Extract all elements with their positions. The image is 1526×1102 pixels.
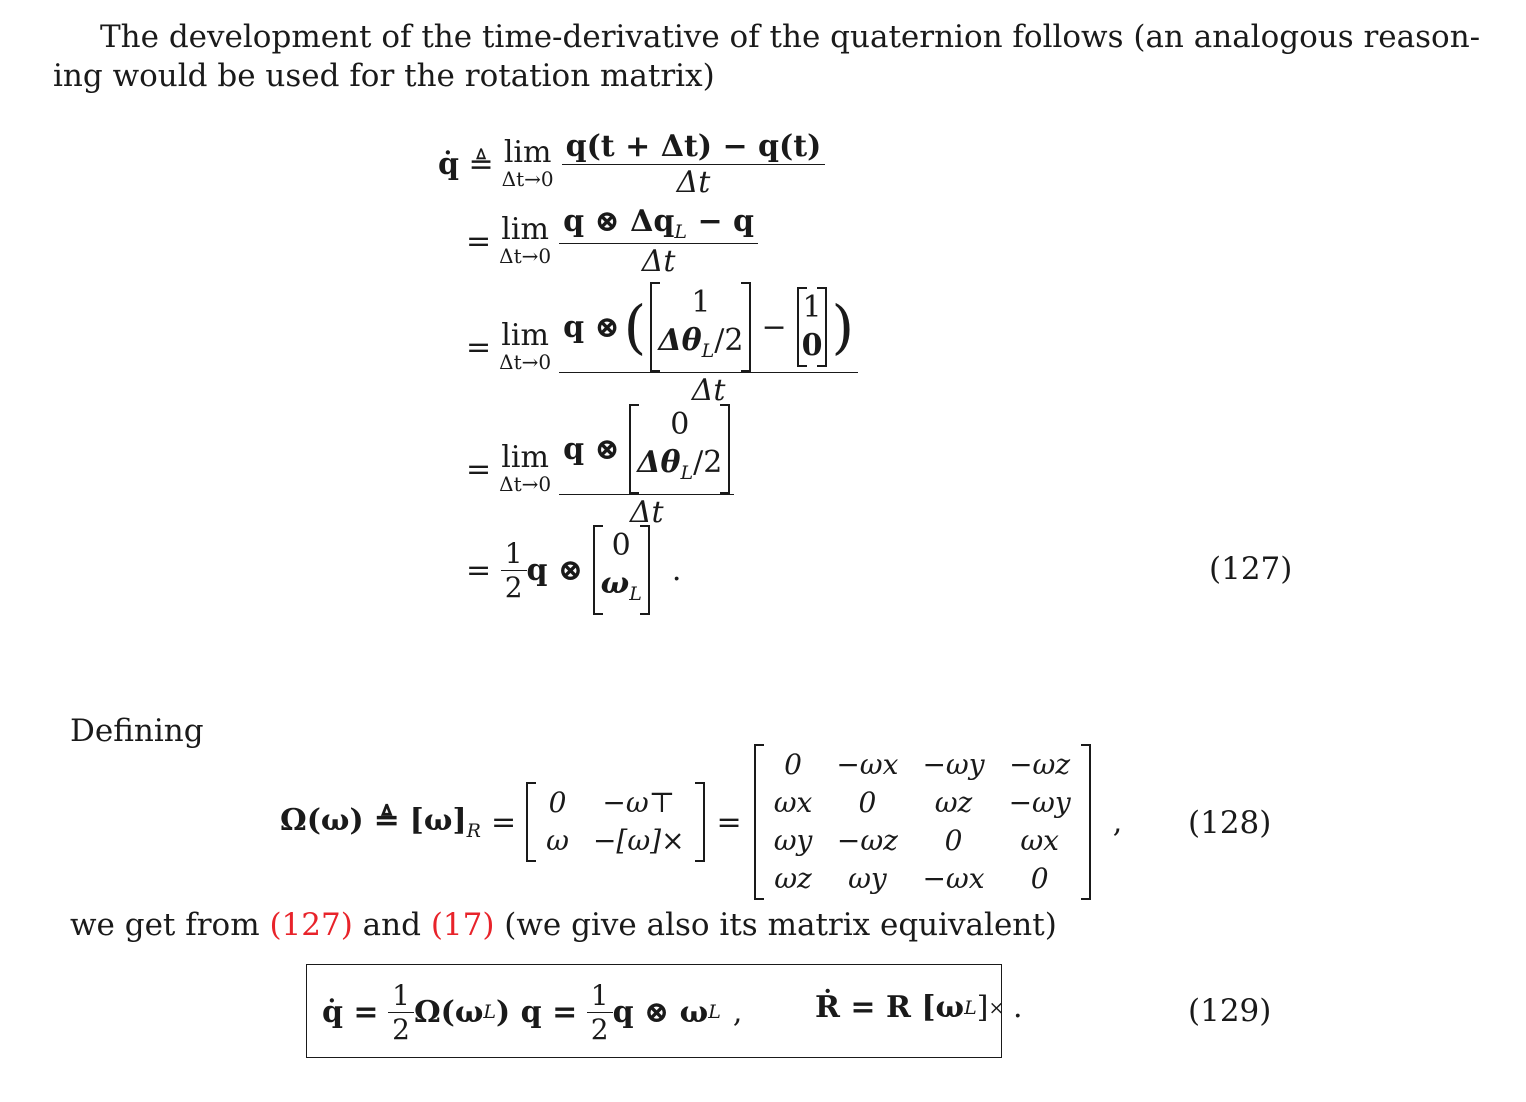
limit-operator: lim Δt→0	[501, 135, 554, 191]
limit-operator: lim Δt→0	[499, 440, 552, 496]
defining-label: Defining	[70, 713, 204, 749]
omega-4x4-matrix	[754, 744, 1091, 900]
eq129-rotation: Ṙ = R [ω L ] ×	[815, 990, 1005, 1025]
eq127-row-3	[466, 282, 858, 408]
omega-matrix-row	[762, 860, 1083, 898]
omega-matrix-cell: ωx	[1020, 824, 1059, 857]
eq127-row-4	[466, 405, 734, 529]
eq127-row-1	[438, 122, 825, 206]
omega-matrix-cell: −ωz	[836, 824, 898, 857]
block-matrix	[526, 782, 704, 862]
equal-sign: =	[466, 552, 492, 588]
ref-eq-127[interactable]: (127)	[269, 907, 353, 943]
omega-matrix-row	[762, 746, 1083, 784]
fraction-1-denominator: Δt	[562, 164, 826, 200]
vector-omega: 0 $\omega_L$	[593, 525, 650, 615]
fraction-3-numerator: q ⊗ ( 1 $\Delta\theta_L/2$ − 1 0 )	[559, 282, 858, 372]
fraction-1	[562, 129, 826, 200]
fraction-2-denominator: Δt	[559, 243, 758, 279]
omega-matrix-cell: ωx	[773, 786, 813, 819]
block-matrix-row	[534, 784, 696, 822]
block-matrix-row	[534, 822, 696, 860]
vector-identity: 1 0	[797, 287, 828, 367]
fraction-half: $\frac{1}{2}$	[501, 537, 527, 604]
vector-pure-quat: 0 $\Delta\theta_L/2$	[629, 404, 730, 494]
fraction-3-denominator: Δt	[559, 372, 858, 408]
omega-matrix-row	[762, 822, 1083, 860]
omega-matrix-cell: 0	[784, 748, 802, 781]
omega-matrix-cell: ωz	[934, 786, 973, 819]
omega-matrix-cell: ωy	[773, 824, 813, 857]
eq129-period: .	[1013, 990, 1023, 1025]
paragraph-line-2: ing would be used for the rotation matrix)	[53, 58, 715, 94]
omega-matrix-cell: −ωz	[1009, 748, 1071, 781]
omega-matrix-cell: 0	[944, 824, 963, 857]
fraction-4	[559, 404, 734, 530]
omega-matrix-cell: 0	[1030, 862, 1049, 895]
equal-sign: =	[466, 223, 492, 259]
eq127-row-2	[466, 201, 758, 281]
omega-matrix-cell: ωz	[774, 862, 812, 895]
omega-matrix-cell: −ωy	[922, 748, 985, 781]
fraction-2-numerator: q ⊗ $\Delta q_L - q$	[563, 203, 755, 243]
limit-operator: lim Δt→0	[499, 212, 552, 268]
equal-sign: =	[466, 329, 492, 365]
q-dot: q̇	[438, 146, 459, 182]
equation-number-127: (127)	[1209, 551, 1293, 587]
eq129-quaternion: q̇ = $\frac{1}{2}$ Ω(ω L ) q = $\frac{1}{2}$ q ⊗ ω L ,	[322, 978, 743, 1046]
block-matrix-cell: −ω⊤	[602, 786, 676, 819]
omega-matrix-cell: −ωy	[1008, 786, 1071, 819]
eq127-row-5: = $\frac{1}{2}$ q ⊗ 0 $\omega_L$ .	[466, 530, 681, 610]
limit-operator: lim Δt→0	[499, 318, 552, 374]
block-matrix-cell: ω	[546, 824, 569, 857]
fraction-1-numerator: q(t + Δt) − q(t)	[565, 128, 822, 164]
ref-eq-17[interactable]: (17)	[430, 907, 495, 943]
fraction-4-denominator: Δt	[559, 494, 734, 530]
omega-matrix-cell: 0	[858, 786, 877, 819]
equation-number-128: (128)	[1188, 805, 1272, 841]
equal-sign: =	[466, 451, 492, 487]
omega-matrix-cell: −ωx	[922, 862, 985, 895]
def-equal-sign: ≜	[468, 146, 494, 182]
equation-number-129: (129)	[1188, 993, 1272, 1029]
omega-definition-lhs: Ω(ω) ≜ $[\omega]_R$	[280, 802, 481, 842]
omega-matrix-row	[762, 784, 1083, 822]
vector-quat-increment: 1 $\Delta\theta_L/2$	[650, 282, 751, 372]
fraction-2	[559, 204, 758, 279]
omega-matrix-cell: ωy	[848, 862, 887, 895]
fraction-4-numerator: q ⊗ 0 $\Delta\theta_L/2$	[559, 404, 734, 494]
paragraph-line-1: The development of the time-derivative of the quaternion follows (an analogous reason-	[100, 19, 1481, 55]
block-matrix-cell: −[ω]×	[592, 824, 685, 857]
omega-matrix-cell: −ωx	[836, 748, 899, 781]
fraction-3	[559, 282, 858, 408]
paragraph-2: we get from (127) and (17) (we give also its matrix equivalent)	[70, 907, 1057, 943]
equation-128: Ω(ω) ≜ $[\omega]_R$ = 0 −ω⊤ ω −[ω]× = 0 −ωx −ωy −ωz ωx 0 ωz −ωy ωy −ωz 0 ωx ωz ωy −ωx 0 ,	[280, 748, 1122, 896]
block-matrix-cell: 0	[548, 786, 567, 819]
